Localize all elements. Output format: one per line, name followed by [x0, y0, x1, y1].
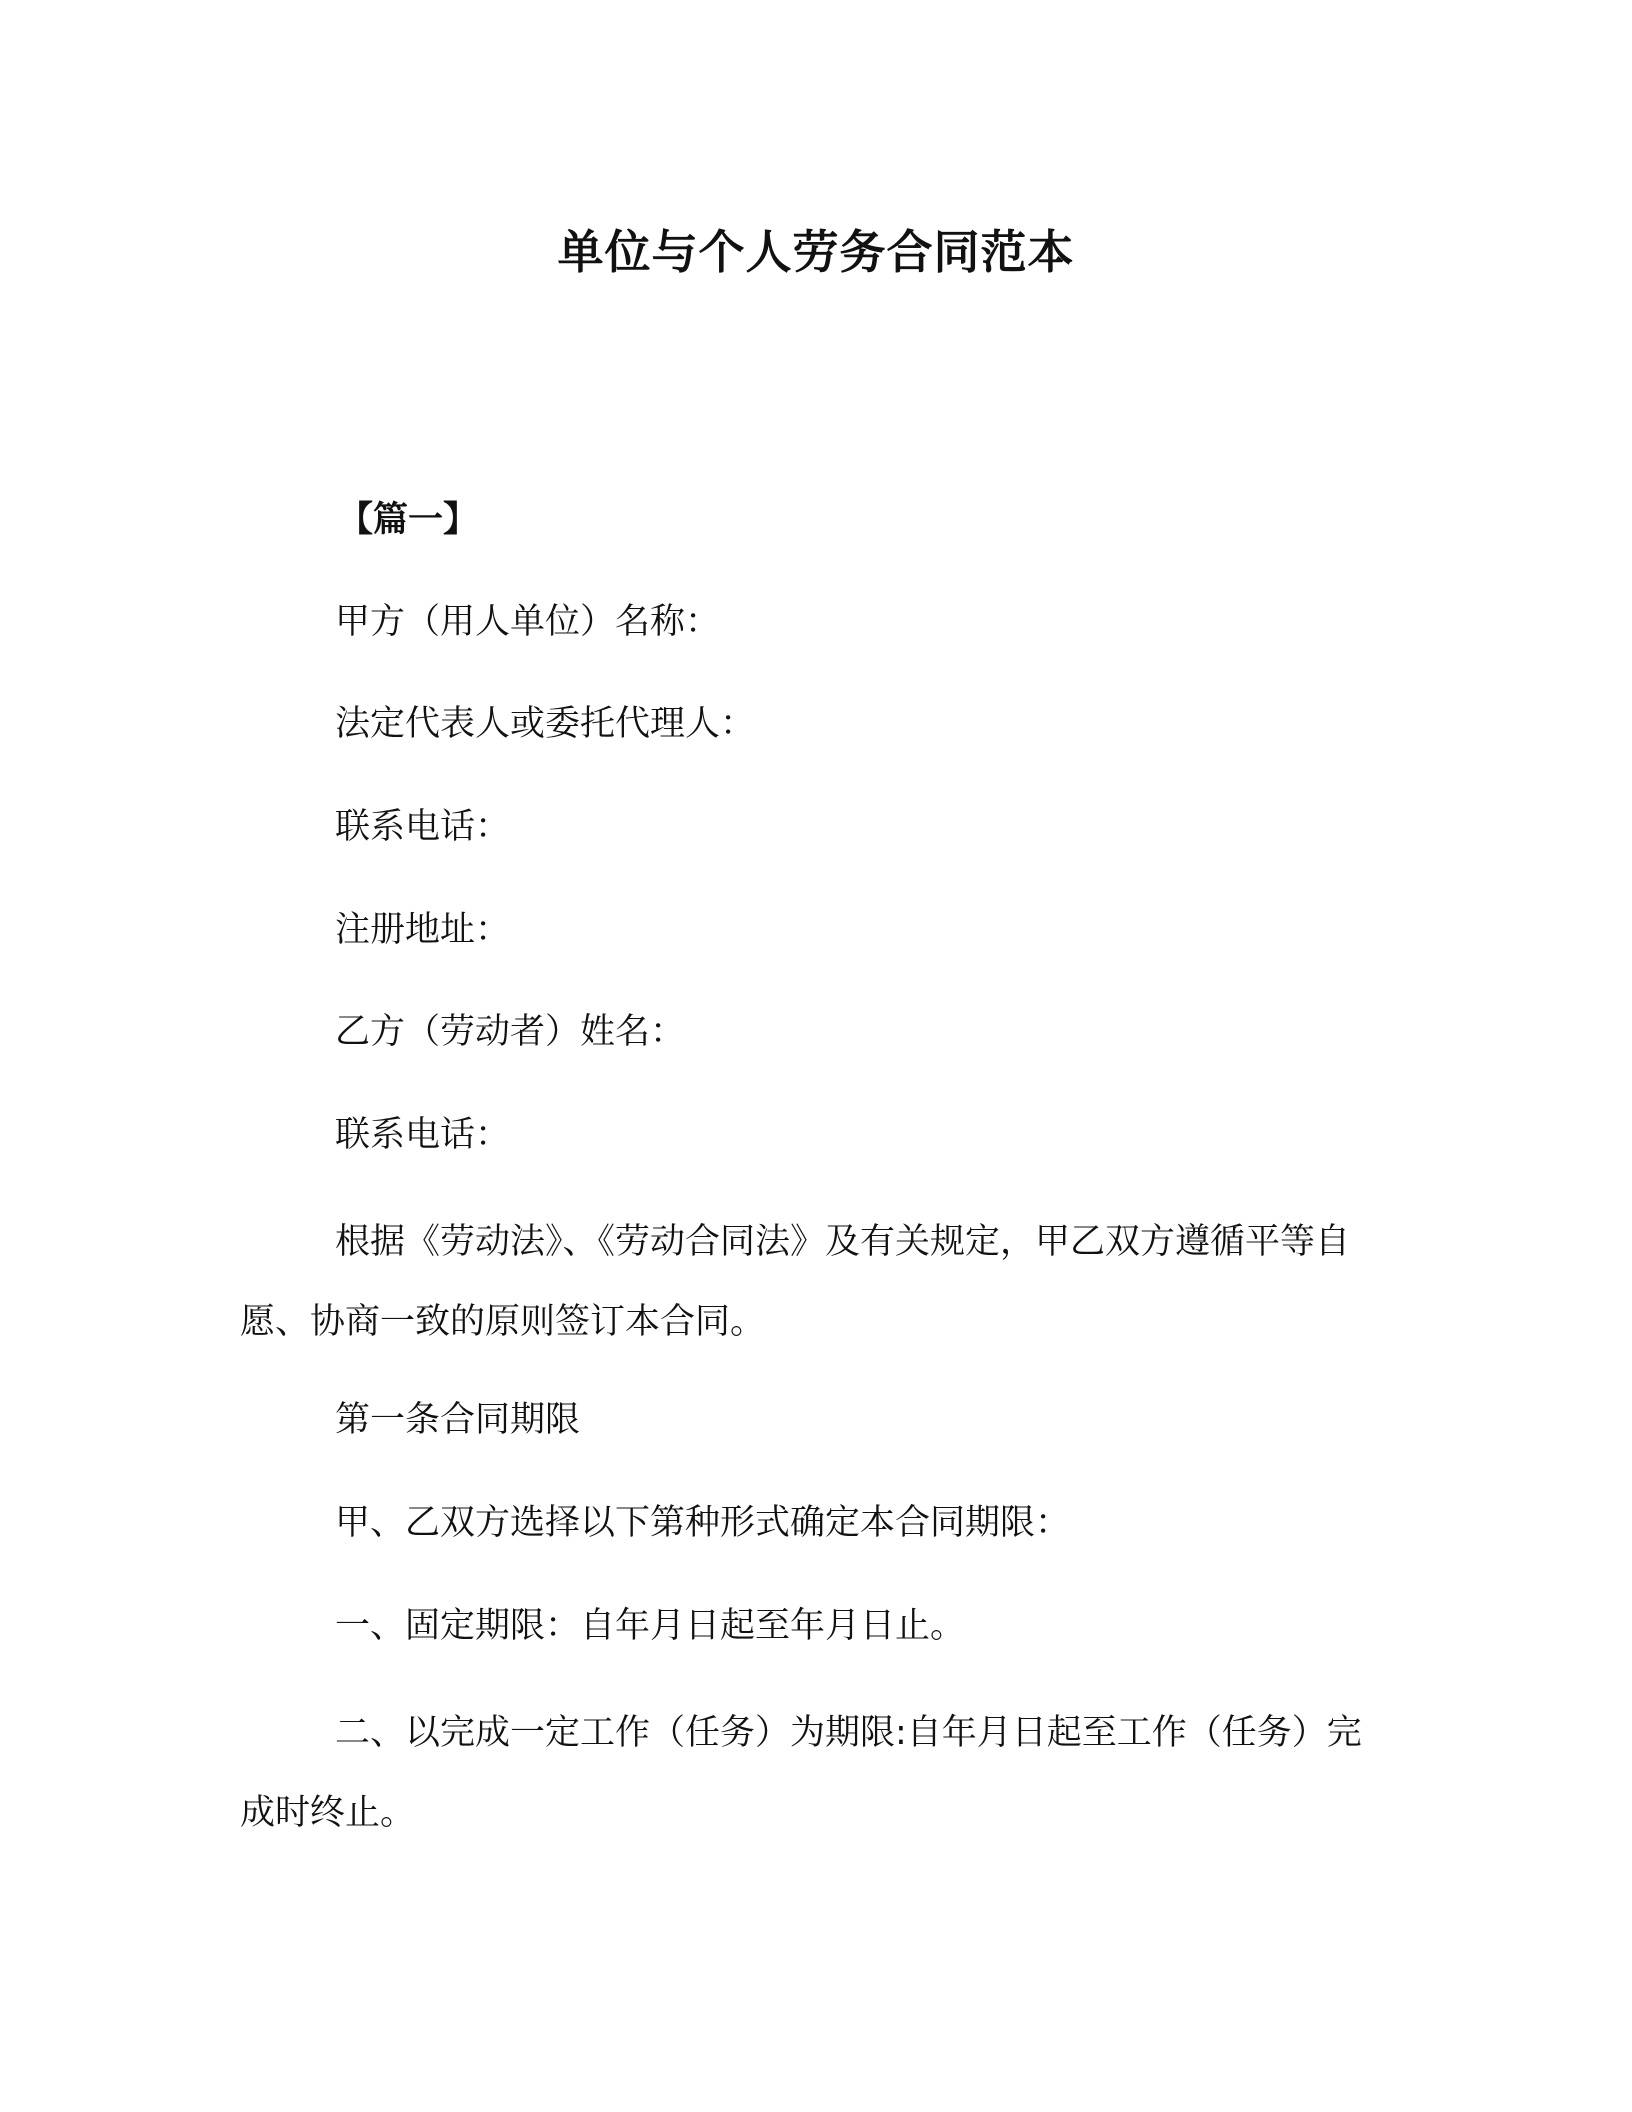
party-a-address-label: 注册地址：: [335, 910, 511, 950]
article-1-title: 第一条合同期限: [335, 1400, 581, 1440]
term-fixed-option: 一、固定期限：自年月日起至年月日止。: [335, 1606, 966, 1646]
page-title: 单位与个人劳务合同范本: [557, 225, 1075, 279]
article-1-intro: 甲、乙双方选择以下第种形式确定本合同期限：: [335, 1503, 1071, 1543]
party-a-phone-label: 联系电话：: [335, 807, 511, 847]
term-task-option: 二、以完成一定工作（任务）为期限:自年月日起至工作（任务）完成时终止。: [240, 1713, 1362, 1833]
party-a-representative-label: 法定代表人或委托代理人：: [335, 704, 756, 744]
party-b-phone-label: 联系电话：: [335, 1115, 511, 1155]
party-a-name-label: 甲方（用人单位）名称：: [335, 602, 721, 642]
party-b-name-label: 乙方（劳动者）姓名：: [335, 1012, 686, 1052]
section-mark: 【篇一】: [338, 500, 479, 540]
preamble-paragraph: 根据《劳动法》、《劳动合同法》及有关规定，甲乙双方遵循平等自愿、协商一致的原则签订本合同。: [240, 1222, 1351, 1342]
